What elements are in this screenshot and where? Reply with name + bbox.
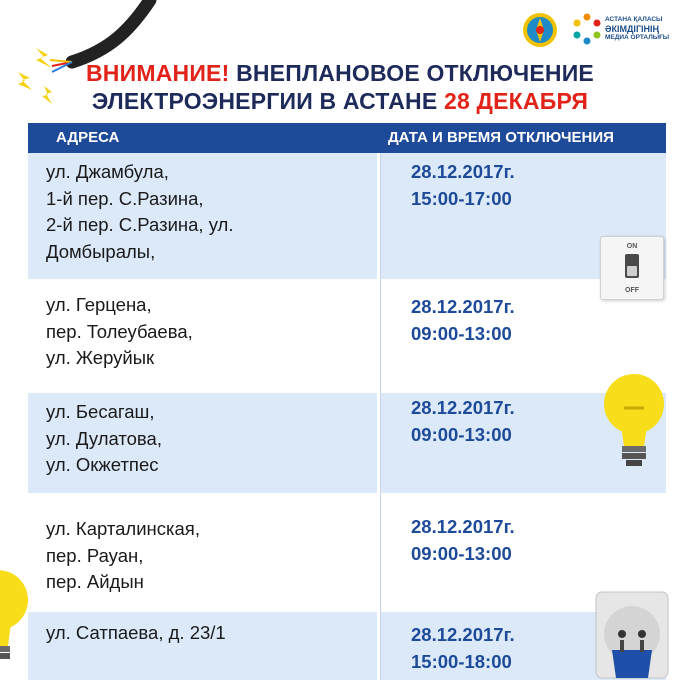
switch-off-label: OFF <box>625 287 639 294</box>
light-switch-icon <box>600 236 664 300</box>
title-line-2-text: ЭЛЕКТРОЭНЕРГИИ В АСТАНЕ <box>91 88 438 114</box>
media-center-logo-icon <box>572 12 602 46</box>
date-value: 28.12.2017г. <box>411 161 515 182</box>
light-bulb-icon-left <box>0 562 36 680</box>
address-line: 2-й пер. С.Разина, ул. <box>46 214 234 235</box>
header-address: АДРЕСА <box>56 129 120 146</box>
address-cell <box>46 399 162 479</box>
light-bulb-icon <box>598 370 670 474</box>
address-line: ул. Джамбула, <box>46 161 169 182</box>
table-header <box>28 123 666 153</box>
title-line-1-text: ВНЕПЛАНОВОЕ ОТКЛЮЧЕНИЕ <box>236 60 594 86</box>
time-value: 15:00-18:00 <box>411 650 512 672</box>
power-socket-icon <box>594 590 670 680</box>
datetime-cell <box>411 159 515 212</box>
time-value: 09:00-13:00 <box>411 322 512 344</box>
date-value: 28.12.2017г. <box>411 516 515 537</box>
date-value: 28.12.2017г. <box>411 397 515 418</box>
title-date: 28 ДЕКАБРЯ <box>443 88 589 114</box>
address-line: пер. Айдын <box>46 571 144 592</box>
city-emblem-icon <box>522 10 558 50</box>
page-title-line-2 <box>0 88 680 115</box>
time-value: 15:00-17:00 <box>411 187 512 209</box>
logo-line-1: АСТАНА ҚАЛАСЫ <box>605 16 663 23</box>
address-line: ул. Дулатова, <box>46 427 162 449</box>
datetime-cell <box>411 514 515 567</box>
address-line: ул. Окжетпес <box>46 454 159 475</box>
datetime-cell <box>411 622 515 675</box>
time-value: 09:00-13:00 <box>411 542 512 564</box>
address-line: ул. Бесагаш, <box>46 401 155 422</box>
address-line: ул. Карталинская, <box>46 518 200 539</box>
date-value: 28.12.2017г. <box>411 296 515 317</box>
media-center-logo <box>605 16 669 42</box>
address-cell <box>46 516 200 596</box>
table-row <box>28 393 377 493</box>
switch-toggle-icon <box>625 254 639 278</box>
logo-line-3: МЕДИА ОРТАЛЫҒЫ <box>605 34 670 41</box>
address-line: ул. Сатпаева, д. 23/1 <box>46 622 226 643</box>
page-title-line-1 <box>0 60 680 87</box>
table-row <box>28 153 377 279</box>
address-line: пер. Толеубаева, <box>46 320 193 342</box>
address-cell <box>46 620 226 647</box>
switch-on-label: ON <box>626 243 638 250</box>
address-line: ул. Герцена, <box>46 294 152 315</box>
date-value: 28.12.2017г. <box>411 624 515 645</box>
table-row <box>28 286 377 386</box>
table-row <box>28 612 377 680</box>
address-cell <box>46 292 193 372</box>
address-line: ул. Жеруйык <box>46 347 155 368</box>
datetime-cell <box>411 395 515 448</box>
address-cell <box>46 159 233 265</box>
warning-word: ВНИМАНИЕ! <box>86 60 230 86</box>
logo-line-2: ӘКІМДІГІНІҢ <box>605 24 660 34</box>
table-row <box>28 500 377 608</box>
address-line: 1-й пер. С.Разина, <box>46 187 204 209</box>
address-line: пер. Рауан, <box>46 544 144 566</box>
header-datetime: ДАТА И ВРЕМЯ ОТКЛЮЧЕНИЯ <box>388 129 614 146</box>
datetime-cell <box>411 294 515 347</box>
address-line: Домбыралы, <box>46 240 156 262</box>
time-value: 09:00-13:00 <box>411 423 512 445</box>
